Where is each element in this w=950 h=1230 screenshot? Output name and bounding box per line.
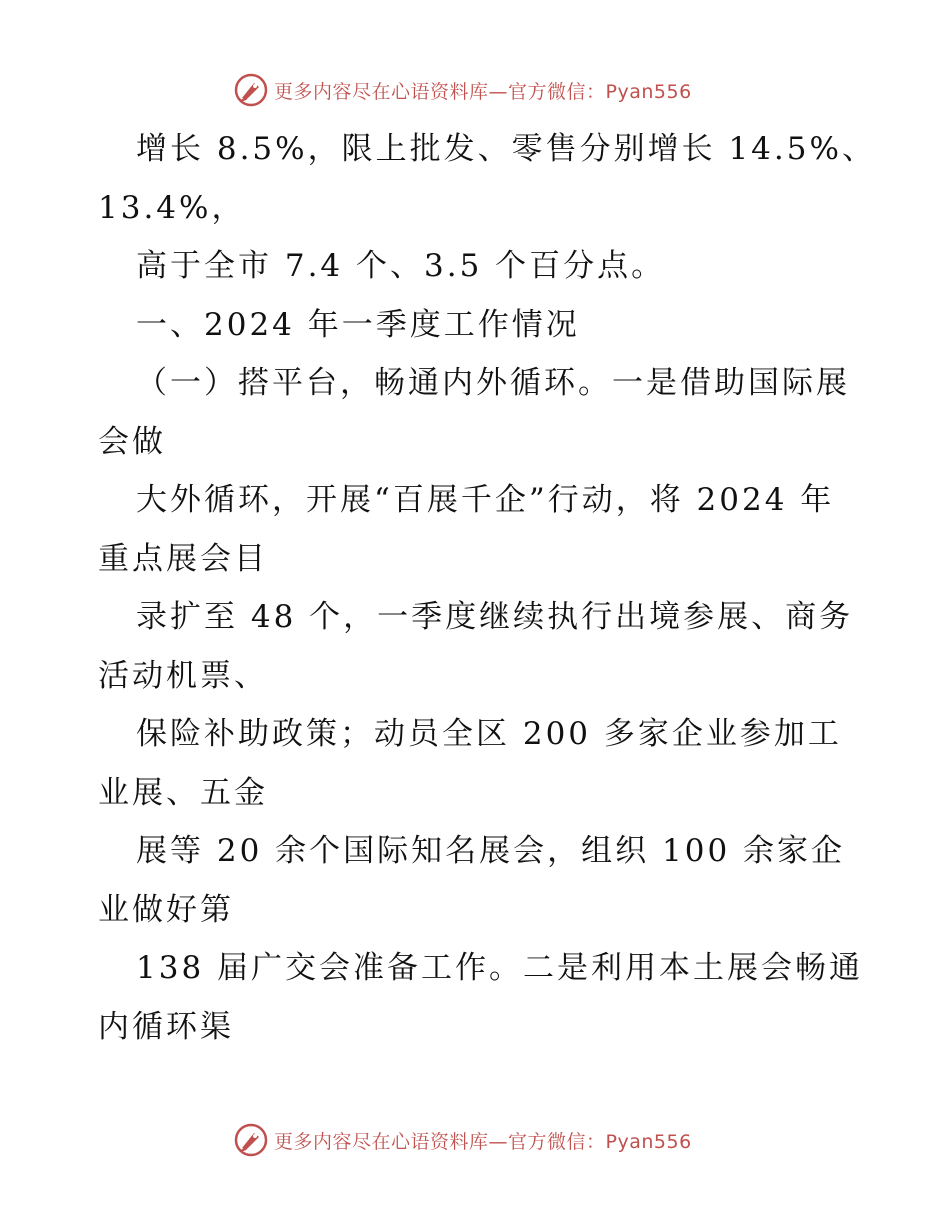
pen-nib-logo-icon: [234, 73, 268, 107]
text-line: 会做: [98, 423, 166, 460]
text-line: 业做好第: [98, 891, 234, 928]
text-line: 一、2024 年一季度工作情况: [136, 306, 580, 343]
watermark-text: 更多内容尽在心语资料库—官方微信：Pyan556: [274, 80, 692, 103]
document-body: [98, 120, 876, 1056]
watermark-footer: [234, 1122, 692, 1158]
text-line: 13.4%，: [98, 189, 246, 226]
text-line: （一）搭平台，畅通内外循环。一是借助国际展: [136, 365, 850, 401]
text-line: 大外循环，开展“百展千企”行动，将 2024 年: [136, 482, 835, 518]
text-line: 业展、五金: [98, 774, 268, 811]
text-line: 录扩至 48 个，一季度继续执行出境参展、商务: [136, 599, 854, 635]
watermark-text: 更多内容尽在心语资料库—官方微信：Pyan556: [274, 1130, 692, 1153]
text-line: 内循环渠: [98, 1008, 234, 1045]
text-line: 重点展会目: [98, 540, 268, 577]
watermark-header: [234, 72, 692, 108]
pen-nib-logo-icon: [234, 1123, 268, 1157]
text-line: 138 届广交会准备工作。二是利用本土展会畅通: [136, 950, 864, 986]
text-line: 高于全市 7.4 个、3.5 个百分点。: [136, 248, 666, 284]
text-line: 保险补助政策；动员全区 200 多家企业参加工: [136, 716, 842, 752]
text-line: 活动机票、: [98, 657, 268, 694]
text-line: 展等 20 余个国际知名展会，组织 100 余家企: [136, 833, 846, 869]
text-line: 增长 8.5%，限上批发、零售分别增长 14.5%、: [136, 131, 876, 167]
